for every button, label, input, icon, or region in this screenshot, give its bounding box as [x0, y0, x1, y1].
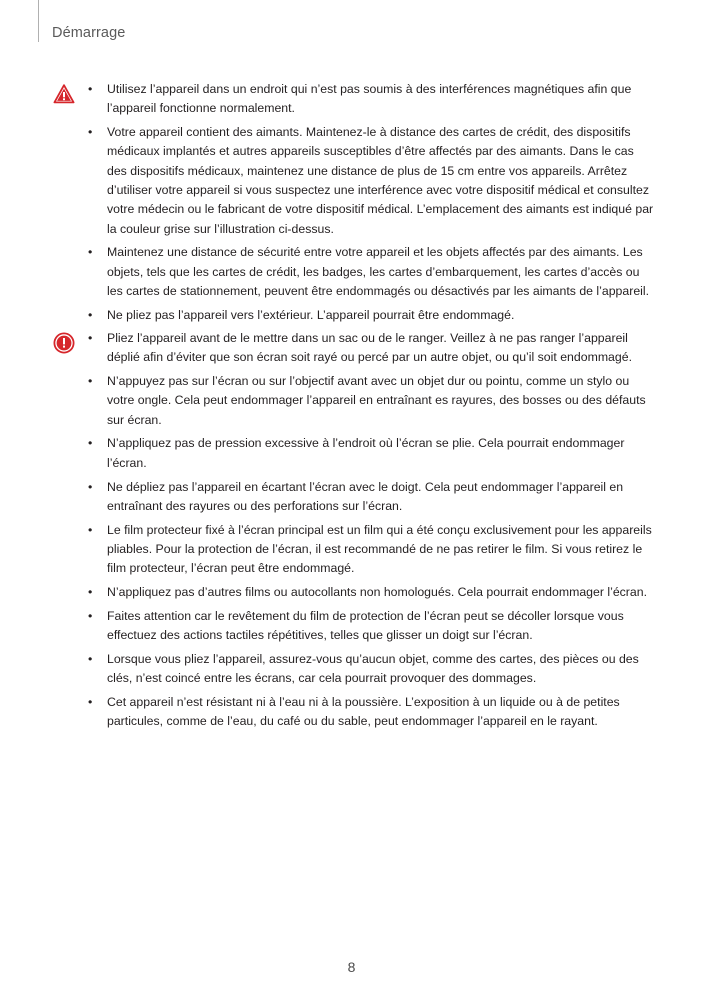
list-item [88, 329, 656, 368]
list-item-text: Ne dépliez pas l’appareil en écartant l’écran avec le doigt. Cela peut endommager l’appareil en entraînant des rayures ou des perforations sur l’écran. [107, 479, 624, 513]
warning-triangle-icon [53, 83, 75, 105]
page-header-title: Démarrage [52, 25, 126, 41]
bullet-icon: • [88, 331, 93, 345]
list-item [88, 607, 656, 646]
list-item-text: Cet appareil n’est résistant ni à l’eau ni à la poussière. L’exposition à un liquide ou à de petites particules, comme de l’eau, du café ou du sable, peut endommager l’appareil en le rayant. [107, 695, 620, 729]
list-item [88, 372, 656, 430]
bullet-icon: • [88, 245, 93, 260]
list-item-text: Lorsque vous pliez l’appareil, assurez-vous qu’aucun objet, comme des cartes, des pièces ou des clés, n’est coincé entre les écrans, car cela pourrait provoquer des dommages. [107, 651, 639, 686]
list-item [88, 434, 656, 473]
list-item [88, 650, 656, 689]
list-item-text: Utilisez l’appareil dans un endroit qui n’est pas soumis à des interférences magnétiques afin que l’appareil fonctionne normalement. [107, 82, 632, 116]
list-item-text: N’appliquez pas de pression excessive à l’endroit où l’écran se plie. Cela pourrait endommager l’écran. [107, 436, 625, 470]
bullet-icon: • [88, 522, 93, 537]
list-item-text: Votre appareil contient des aimants. Maintenez-le à distance des cartes de crédit, des dispositifs médicaux implantés et autres appareils susceptibles d’être affectés par des aimants. Dans le cas des dispositifs médicaux, maintenez une distance de plus de 15 cm entre vos appareils. Arrêtez d’utiliser votre appareil si vous suspectez une interférence avec votre dispositif médical et consultez votre médecin ou le fabricant de votre dispositif médical. L’emplacement des aimants est indiqué par la couleur grise sur l’illustration ci-dessus. [107, 125, 654, 236]
bullet-icon: • [88, 374, 93, 389]
list-item-text: N’appuyez pas sur l’écran ou sur l’objectif avant avec un objet dur ou pointu, comme un stylo ou votre ongle. Cela peut endommager l’appareil en entraînant es rayures, des bosses ou des défauts sur écran. [107, 374, 646, 427]
bullet-icon: • [88, 125, 93, 140]
list-item [88, 243, 656, 301]
bullet-icon: • [88, 479, 93, 494]
bullet-icon: • [88, 82, 93, 96]
list-item [88, 693, 656, 732]
caution-list [88, 329, 656, 736]
list-item-text: Faites attention car le revêtement du film de protection de l’écran peut se décoller lorsque vous effectuez des actions tactiles répétitives, telles que glisser un doigt sur l’écran. [107, 608, 624, 643]
list-item [88, 80, 656, 119]
list-item-text: Maintenez une distance de sécurité entre votre appareil et les objets affectés par des aimants. Les objets, tels que les cartes de crédit, les badges, les cartes d’embarquement, les cartes d’accès ou les cartes de stationnement, peuvent être endommagés ou désactivés par les aimants de l’appareil. [107, 245, 650, 298]
list-item [88, 583, 656, 602]
list-item-text: Ne pliez pas l’appareil vers l’extérieur. L’appareil pourrait être endommagé. [107, 307, 515, 322]
list-item-text: Pliez l’appareil avant de le mettre dans un sac ou de le ranger. Veillez à ne pas ranger l’appareil déplié afin d’éviter que son écran soit rayé ou percé par un autre objet, ou qu’il soit endommagé. [107, 331, 632, 365]
list-item [88, 123, 656, 239]
list-item [88, 521, 656, 579]
bullet-icon: • [88, 695, 93, 710]
list-item [88, 306, 656, 325]
list-item-text: N’appliquez pas d’autres films ou autocollants non homologués. Cela pourrait endommager l’écran. [107, 585, 648, 600]
list-item [88, 478, 656, 517]
bullet-icon: • [88, 585, 93, 600]
header-rule [38, 0, 39, 42]
bullet-icon: • [88, 436, 93, 451]
warning-list [88, 80, 656, 330]
list-item-text: Le film protecteur fixé à l’écran principal est un film qui a été conçu exclusivement pour les appareils pliables. Pour la protection de l’écran, il est recommandé de ne pas retirer le film. Si vous retirez le film protecteur, l’écran peut être endommagé. [107, 522, 652, 576]
bullet-icon: • [88, 307, 93, 322]
page-number: 8 [347, 959, 356, 975]
bullet-icon: • [88, 651, 93, 666]
bullet-icon: • [88, 608, 93, 623]
caution-exclamation-icon [53, 332, 75, 354]
